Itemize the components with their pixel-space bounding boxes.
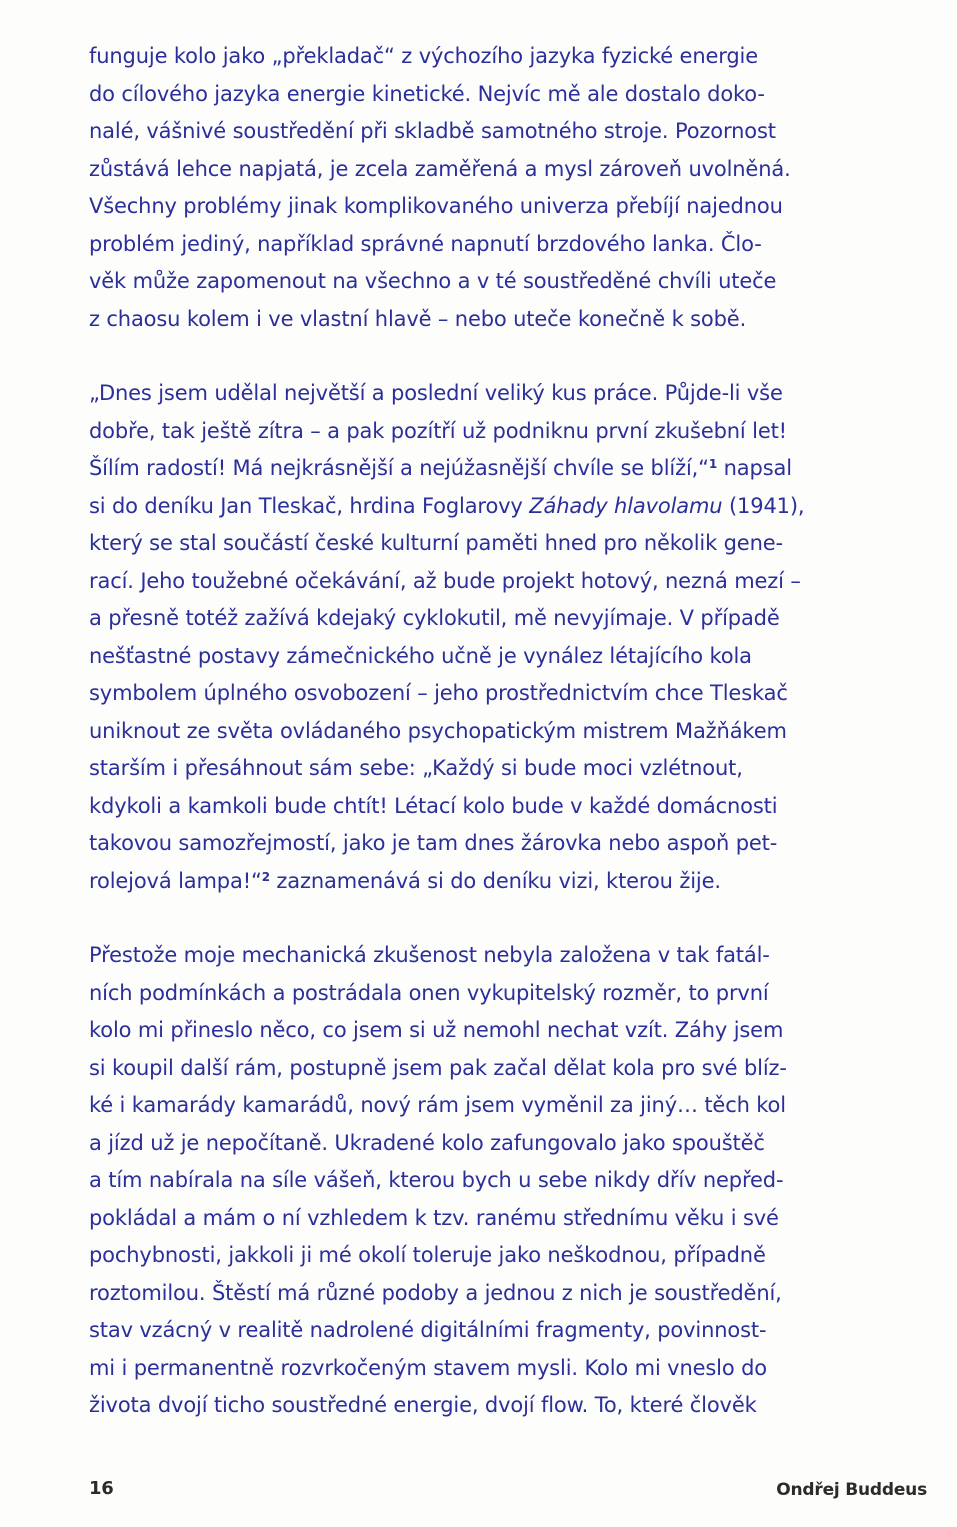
text-line: nešťastné postavy zámečnického učně je vynález létajícího kola — [89, 643, 752, 668]
text-line: věk může zapomenout na všechno a v té soustředěné chvíli uteče — [89, 269, 777, 293]
page-number: 16 — [89, 1478, 114, 1499]
text-line: mi i permanentně rozvrkočeným stavem mysli. Kolo mi vneslo do — [89, 1355, 767, 1380]
text-line: pokládal a mám o ní vzhledem k tzv. ranému střednímu věku i své — [89, 1205, 779, 1230]
author-name: Ondřej Buddeus — [776, 1480, 927, 1500]
text-line: který se stal součástí české kulturní paměti hned pro několik gene- — [89, 531, 783, 555]
text-segment: rolejová lampa!“ — [89, 868, 262, 893]
text-segment: napsal — [717, 456, 792, 480]
text-line: symbolem úplného osvobození – jeho prostřednictvím chce Tleskač — [89, 681, 788, 705]
text-line: nalé, vášnivé soustředění při skladbě samotného stroje. Pozornost — [89, 119, 776, 143]
text-line: stav vzácný v realitě nadrolené digitálními fragmenty, povinnost- — [89, 1318, 767, 1342]
text-line: kolo mi přineslo něco, co jsem si už nemohl nechat vzít. Záhy jsem — [89, 1018, 784, 1042]
text-line: pochybnosti, jakkoli ji mé okolí toleruje jako neškodnou, případně — [89, 1243, 766, 1267]
text-line: uniknout ze světa ovládaného psychopatickým mistrem Mažňákem — [89, 718, 787, 743]
text-line — [89, 450, 929, 488]
text-line: do cílového jazyka energie kinetické. Nejvíc mě ale dostalo doko- — [89, 81, 765, 106]
text-line — [89, 863, 929, 901]
footnote-marker: 2 — [261, 869, 270, 884]
text-line: dobře, tak ještě zítra – a pak pozítří už podniknu první zkušební let! — [89, 418, 787, 443]
text-line — [89, 488, 929, 526]
text-line: života dvojí ticho soustředné energie, dvojí flow. To, které člověk — [89, 1393, 757, 1417]
text-line: z chaosu kolem i ve vlastní hlavě – nebo uteče konečně k sobě. — [89, 306, 747, 331]
text-line: funguje kolo jako „překladač“ z výchozího jazyka fyzické energie — [89, 44, 759, 68]
text-line: „Dnes jsem udělal největší a poslední veliký kus práce. Půjde-li vše — [89, 381, 783, 405]
text-segment: zaznamenává si do deníku vizi, kterou žije. — [269, 868, 721, 893]
text-line: problém jediný, například správné napnutí brzdového lanka. Člo- — [89, 231, 762, 256]
text-line: Přestože moje mechanická zkušenost nebyla založena v tak fatál- — [89, 943, 770, 967]
text-line: zůstává lehce napjatá, je zcela zaměřená a mysl zároveň uvolněná. — [89, 156, 791, 181]
text-segment: si do deníku Jan Tleskač, hrdina Foglarovy — [89, 493, 530, 518]
text-line: si koupil další rám, postupně jsem pak začal dělat kola pro své blíz- — [89, 1055, 787, 1080]
text-line: ních podmínkách a postrádala onen vykupitelský rozměr, to první — [89, 980, 769, 1005]
text-line: takovou samozřejmostí, jako je tam dnes žárovka nebo aspoň pet- — [89, 831, 778, 855]
text-line: ké i kamarády kamarádů, nový rám jsem vyměnil za jiný… těch kol — [89, 1093, 786, 1117]
text-line: a přesně totéž zažívá kdejaký cyklokutil, mě nevyjímaje. V případě — [89, 606, 780, 630]
paragraph-2 — [89, 375, 929, 900]
paragraph-3 — [89, 937, 929, 1425]
paragraph-1 — [89, 38, 929, 338]
text-line: a tím nabírala na síle vášeň, kterou bych u sebe nikdy dřív nepřed- — [89, 1168, 784, 1192]
footnote-marker: 1 — [708, 457, 718, 471]
text-line: rací. Jeho toužebné očekávání, až bude projekt hotový, nezná mezí – — [89, 568, 801, 593]
text-line: a jízd už je nepočítaně. Ukradené kolo zafungovalo jako spouštěč — [89, 1130, 765, 1155]
text-line: starším i přesáhnout sám sebe: „Každý si bude moci vzlétnout, — [89, 756, 743, 780]
text-segment: (1941), — [722, 493, 805, 518]
book-title: Záhady hlavolamu — [529, 493, 723, 518]
text-line: roztomilou. Štěstí má různé podoby a jednou z nich je soustředění, — [89, 1280, 782, 1305]
text-segment: Šílím radostí! Má nejkrásnější a nejúžasnější chvíle se blíží,“ — [89, 456, 709, 480]
text-line: Všechny problémy jinak komplikovaného univerza přebíjí najednou — [89, 194, 783, 218]
text-line: kdykoli a kamkoli bude chtít! Létací kolo bude v každé domácnosti — [89, 793, 778, 818]
